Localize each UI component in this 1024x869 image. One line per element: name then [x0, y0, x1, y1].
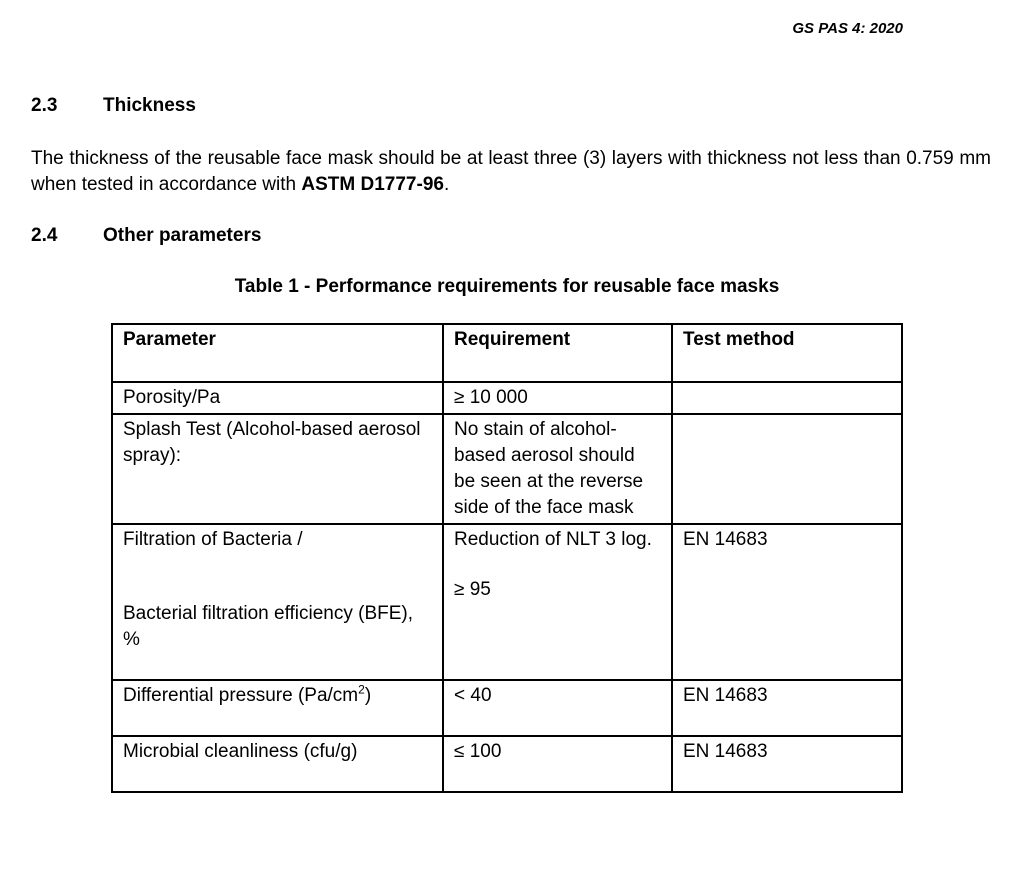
microbial-label: Microbial cleanliness (cfu/g) [123, 741, 358, 762]
bfe-requirement: ≥ 95 [454, 579, 491, 600]
differential-label-end: ) [364, 685, 372, 706]
table-row-porosity [112, 382, 902, 414]
cell-test-method [672, 414, 902, 524]
cell-requirement: < 40 [443, 680, 672, 736]
table-row-differential-pressure [112, 680, 902, 736]
cell-requirement: ≤ 100 [443, 736, 672, 792]
cell-test-method: EN 14683 [672, 736, 902, 792]
cell-parameter [112, 736, 443, 792]
filtration-requirement: Reduction of NLT 3 log. [454, 529, 652, 550]
column-header-requirement: Requirement [443, 324, 672, 382]
cell-parameter: Splash Test (Alcohol-based aerosol spray): [112, 414, 443, 524]
cell-test-method: EN 14683 [672, 680, 902, 736]
filtration-label: Filtration of Bacteria / [123, 529, 303, 550]
table-caption: Table 1 - Performance requirements for reusable face masks [234, 276, 780, 297]
performance-table [111, 323, 903, 793]
table-row-splash-test [112, 414, 902, 524]
table-header-row [112, 324, 902, 382]
section-title: Other parameters [103, 225, 262, 246]
cell-parameter [112, 680, 443, 736]
cell-requirement [443, 524, 672, 680]
bfe-label: Bacterial filtration efficiency (BFE), % [123, 603, 414, 650]
cell-test-method [672, 382, 902, 414]
differential-label: Differential pressure (Pa/cm [123, 685, 359, 706]
paragraph-end: . [443, 174, 450, 195]
column-header-parameter: Parameter [112, 324, 443, 382]
section-heading-other-parameters [31, 225, 261, 247]
cell-parameter: Porosity/Pa [112, 382, 443, 414]
section-number: 2.4 [31, 225, 58, 246]
superscript-2: 2 [358, 682, 365, 697]
table-row-microbial-cleanliness [112, 736, 902, 792]
cell-parameter [112, 524, 443, 680]
section-title: Thickness [103, 95, 196, 116]
cell-requirement: No stain of alcohol-based aerosol should be seen at the reverse side of the face mask [443, 414, 672, 524]
document-code: GS PAS 4: 2020 [792, 20, 903, 37]
paragraph-text: The thickness of the reusable face mask should be at least three (3) layers with thickness not less than 0.759 mm when tested in accordance with [31, 148, 991, 195]
standard-reference: ASTM D1777-96 [301, 174, 444, 195]
column-header-test-method: Test method [672, 324, 902, 382]
thickness-paragraph [31, 146, 991, 198]
table-row-filtration [112, 524, 902, 680]
section-number: 2.3 [31, 95, 58, 116]
cell-requirement: ≥ 10 000 [443, 382, 672, 414]
cell-test-method: EN 14683 [672, 524, 902, 680]
section-heading-thickness [31, 95, 196, 117]
